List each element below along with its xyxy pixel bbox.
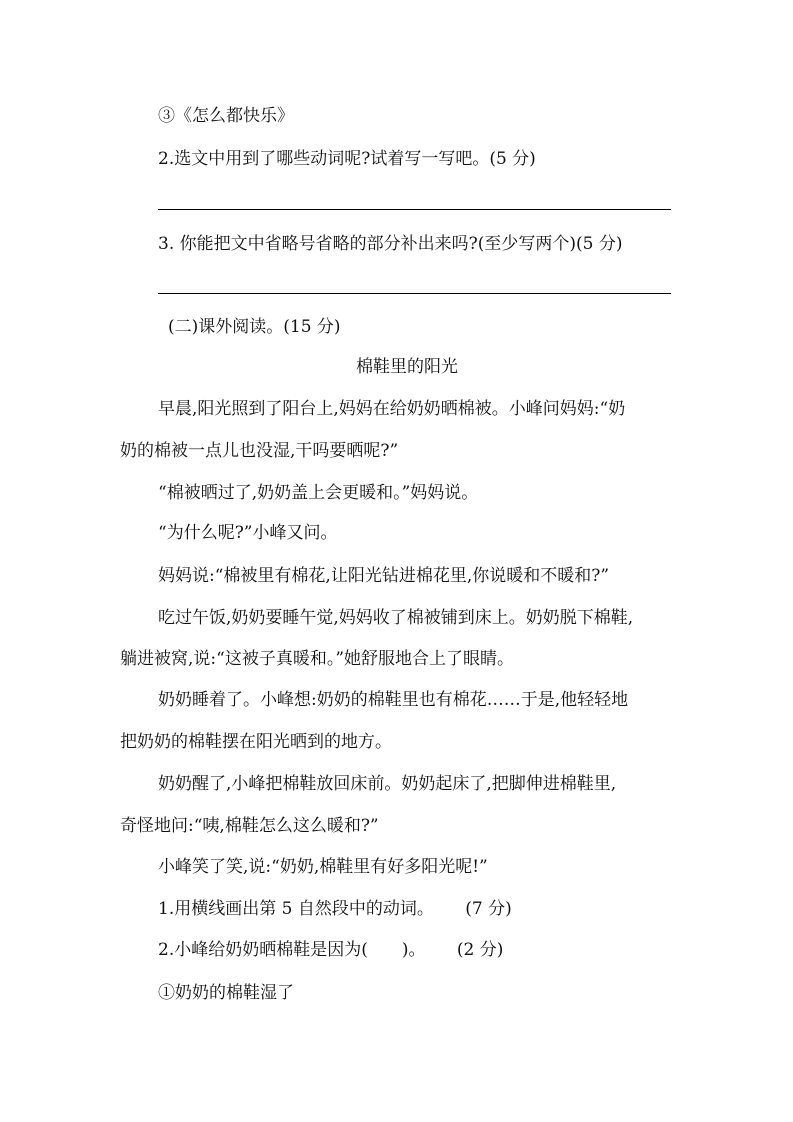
section-heading: (二)课外阅读。(15 分) — [168, 317, 341, 337]
answer-line-2[interactable] — [158, 293, 671, 294]
story-line: 小峰笑了笑,说:“奶奶,棉鞋里有好多阳光呢!” — [158, 857, 488, 877]
reading-question-1-score: (7 分) — [465, 899, 512, 919]
reading-question-1 — [158, 898, 512, 920]
story-line: “棉被晒过了,奶奶盖上会更暖和。”妈妈说。 — [158, 483, 479, 503]
story-line: 把奶奶的棉鞋摆在阳光晒到的地方。 — [120, 732, 392, 752]
story-title: 棉鞋里的阳光 — [356, 357, 458, 377]
reading-question-2 — [158, 939, 503, 961]
question-3: 3. 你能把文中省略号省略的部分补出来吗?(至少写两个)(5 分) — [158, 234, 623, 254]
reading-question-2-score: (2 分) — [456, 940, 504, 960]
reading-option-1[interactable]: ①奶奶的棉鞋湿了 — [158, 983, 294, 1003]
story-line: 奶的棉被一点儿也没湿,干吗要晒呢?” — [120, 441, 399, 461]
reading-question-2-text: 2.小峰给奶奶晒棉鞋是因为( )。 — [158, 940, 426, 960]
story-line: “为什么呢?”小峰又问。 — [158, 523, 338, 543]
question-2: 2.选文中用到了哪些动词呢?试着写一写吧。(5 分) — [158, 149, 536, 169]
story-line: 奶奶醒了,小峰把棉鞋放回床前。奶奶起床了,把脚伸进棉鞋里, — [158, 774, 617, 794]
story-line: 早晨,阳光照到了阳台上,妈妈在给奶奶晒棉被。小峰问妈妈:“奶 — [158, 399, 626, 419]
story-line: 妈妈说:“棉被里有棉花,让阳光钻进棉花里,你说暖和不暖和?” — [158, 566, 610, 586]
reading-question-1-text: 1.用横线画出第 5 自然段中的动词。 — [158, 899, 434, 919]
option-3: ③《怎么都快乐》 — [158, 106, 294, 126]
story-line: 躺进被窝,说:“这被子真暖和。”她舒服地合上了眼睛。 — [120, 649, 515, 669]
story-line: 吃过午饭,奶奶要睡午觉,妈妈收了棉被铺到床上。奶奶脱下棉鞋, — [158, 608, 634, 628]
story-line: 奇怪地问:“咦,棉鞋怎么这么暖和?” — [120, 816, 379, 836]
story-line: 奶奶睡着了。小峰想:奶奶的棉鞋里也有棉花……于是,他轻轻地 — [158, 690, 629, 710]
answer-line-1[interactable] — [158, 209, 671, 210]
